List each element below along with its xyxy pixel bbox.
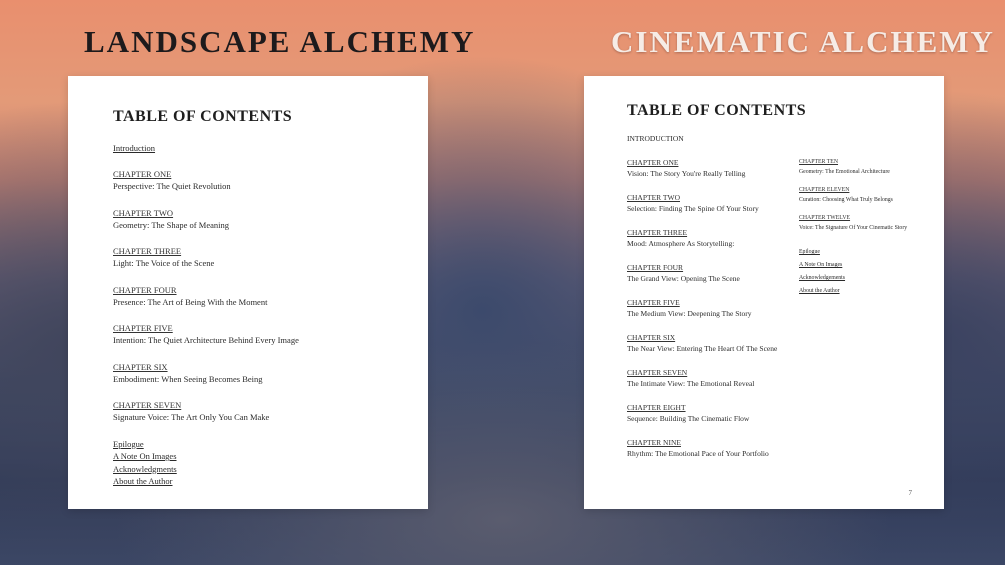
chapter-label-link[interactable]: CHAPTER TWO bbox=[627, 193, 680, 202]
chapter-title: Geometry: The Shape of Meaning bbox=[113, 219, 229, 230]
chapter-label-link[interactable]: CHAPTER FOUR bbox=[627, 263, 684, 272]
chapter-title: Vision: The Story You're Really Telling bbox=[627, 169, 746, 178]
landscape-alchemy-title: LANDSCAPE ALCHEMY bbox=[84, 24, 476, 59]
back-matter-list bbox=[799, 246, 907, 298]
toc-entry bbox=[627, 157, 777, 179]
toc-title: TABLE OF CONTENTS bbox=[113, 108, 293, 125]
toc-list bbox=[113, 142, 299, 488]
page-number: 7 bbox=[908, 489, 912, 497]
toc-link-introduction[interactable]: Introduction bbox=[113, 143, 156, 153]
toc-entry bbox=[627, 192, 777, 214]
toc-entry bbox=[113, 361, 299, 385]
chapter-title: Intention: The Quiet Architecture Behind Every Image bbox=[113, 335, 299, 345]
cinematic-toc-page bbox=[584, 76, 944, 509]
chapter-title: Rhythm: The Emotional Pace of Your Portfolio bbox=[627, 449, 769, 458]
toc-link-acknowledgments[interactable]: Acknowledgments bbox=[113, 463, 177, 474]
toc-entry bbox=[113, 322, 299, 346]
toc-entry bbox=[627, 402, 777, 424]
chapter-label-link[interactable]: CHAPTER ELEVEN bbox=[799, 187, 850, 193]
toc-entry bbox=[627, 227, 777, 249]
chapter-title: The Medium View: Deepening The Story bbox=[627, 309, 752, 318]
toc-entry bbox=[627, 297, 777, 319]
toc-link-acknowledgements[interactable]: Acknowledgements bbox=[799, 275, 846, 281]
chapter-title: Perspective: The Quiet Revolution bbox=[113, 181, 231, 191]
chapter-title: Embodiment: When Seeing Becomes Being bbox=[113, 373, 263, 384]
toc-title: TABLE OF CONTENTS bbox=[627, 102, 807, 119]
chapter-title: Voice: The Signature Of Your Cinematic Story bbox=[799, 224, 908, 231]
toc-list-column-2 bbox=[799, 158, 907, 298]
toc-entry bbox=[113, 284, 299, 308]
chapter-label-link[interactable]: CHAPTER SEVEN bbox=[113, 400, 182, 410]
chapter-label-link[interactable]: CHAPTER TEN bbox=[799, 159, 839, 165]
toc-link-about-author[interactable]: About the Author bbox=[113, 476, 173, 486]
toc-link-about-author[interactable]: About the Author bbox=[799, 288, 840, 294]
chapter-label-link[interactable]: CHAPTER TWO bbox=[113, 207, 174, 218]
chapter-label-link[interactable]: CHAPTER NINE bbox=[627, 438, 681, 447]
chapter-label-link[interactable]: CHAPTER THREE bbox=[627, 228, 688, 237]
toc-entry bbox=[113, 168, 299, 192]
toc-entry bbox=[627, 332, 777, 354]
chapter-label-link[interactable]: CHAPTER ONE bbox=[113, 169, 172, 179]
chapter-label-link[interactable]: CHAPTER SEVEN bbox=[627, 368, 688, 377]
chapter-title: Signature Voice: The Art Only You Can Make bbox=[113, 412, 270, 422]
chapter-label-link[interactable]: CHAPTER FOUR bbox=[113, 284, 177, 295]
chapter-label-link[interactable]: CHAPTER EIGHT bbox=[627, 403, 686, 412]
chapter-label-link[interactable]: CHAPTER TWELVE bbox=[799, 215, 851, 221]
toc-entry bbox=[627, 437, 777, 459]
toc-entry bbox=[113, 245, 299, 269]
toc-entry bbox=[627, 262, 777, 284]
chapter-title: Light: The Voice of the Scene bbox=[113, 258, 215, 268]
chapter-label-link[interactable]: CHAPTER THREE bbox=[113, 246, 182, 256]
toc-link-epilogue[interactable]: Epilogue bbox=[799, 249, 820, 255]
chapter-title: Curation: Choosing What Truly Belongs bbox=[799, 196, 893, 203]
chapter-title: Mood: Atmosphere As Storytelling: bbox=[627, 239, 735, 248]
chapter-label-link[interactable]: CHAPTER FIVE bbox=[627, 298, 680, 307]
chapter-title: Sequence: Building The Cinematic Flow bbox=[627, 414, 750, 423]
landscape-toc-page bbox=[68, 76, 428, 509]
chapter-title: The Grand View: Opening The Scene bbox=[627, 274, 740, 283]
toc-entry bbox=[799, 158, 907, 177]
toc-entry bbox=[627, 367, 777, 389]
toc-link-epilogue[interactable]: Epilogue bbox=[113, 438, 144, 449]
chapter-title: Geometry: The Emotional Architecture bbox=[799, 168, 890, 175]
chapter-title: Presence: The Art of Being With the Moment bbox=[113, 296, 268, 307]
toc-entry bbox=[799, 214, 907, 233]
toc-link-note-on-images[interactable]: A Note On Images bbox=[799, 262, 843, 268]
toc-entry bbox=[799, 186, 907, 205]
chapter-title: The Near View: Entering The Heart Of The Scene bbox=[627, 344, 778, 353]
chapter-label-link[interactable]: CHAPTER SIX bbox=[627, 333, 676, 342]
toc-entry bbox=[113, 399, 299, 423]
chapter-label-link[interactable]: CHAPTER ONE bbox=[627, 158, 679, 167]
cinematic-alchemy-title: CINEMATIC ALCHEMY bbox=[611, 24, 995, 59]
chapter-label-link[interactable]: CHAPTER SIX bbox=[113, 361, 168, 372]
toc-list bbox=[627, 133, 777, 472]
chapter-title: The Intimate View: The Emotional Reveal bbox=[627, 379, 755, 388]
toc-link-note-on-images[interactable]: A Note On Images bbox=[113, 451, 177, 461]
chapter-title: Selection: Finding The Spine Of Your Story bbox=[627, 204, 759, 213]
back-matter-list bbox=[113, 438, 299, 488]
toc-introduction: INTRODUCTION bbox=[627, 134, 684, 143]
chapter-label-link[interactable]: CHAPTER FIVE bbox=[113, 323, 173, 333]
toc-entry bbox=[113, 207, 299, 231]
